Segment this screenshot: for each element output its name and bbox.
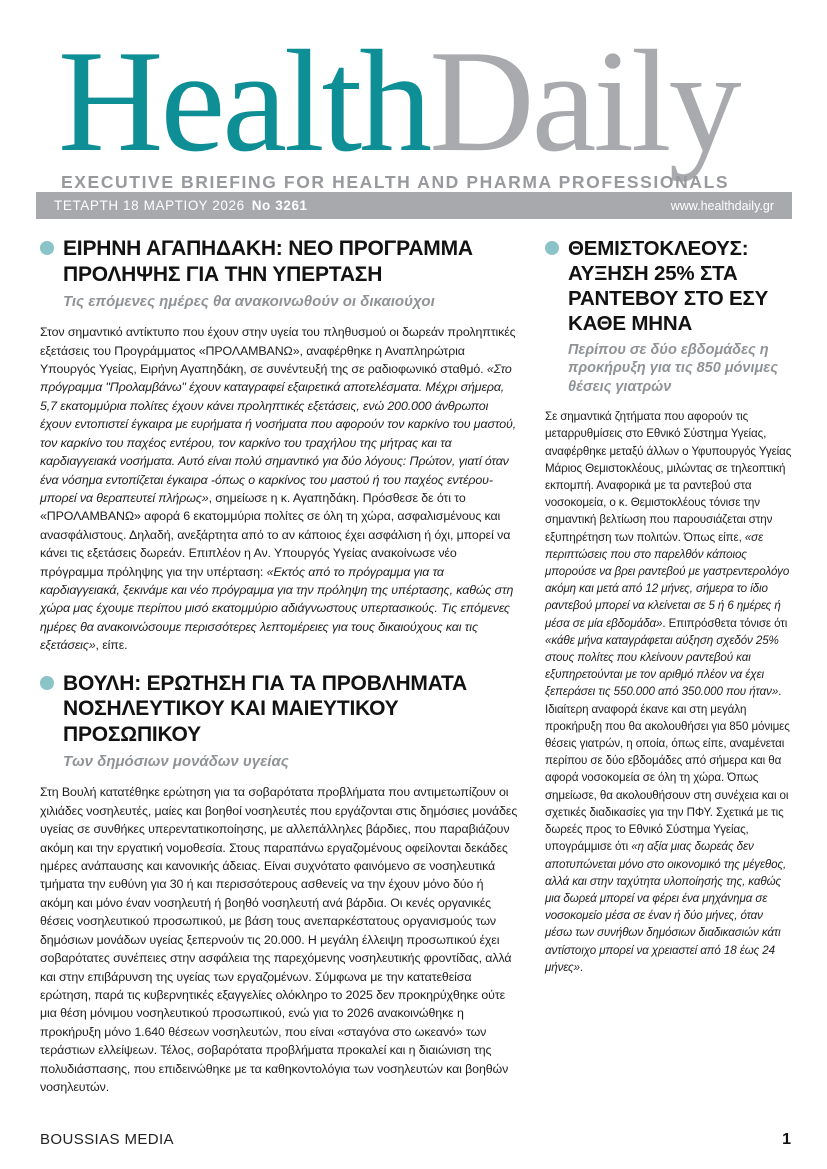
right-column	[545, 236, 792, 1096]
website-link[interactable]: www.healthdaily.gr	[670, 198, 774, 213]
bullet-icon	[40, 241, 54, 255]
issue-date-text: ΤΕΤΑΡΤΗ 18 ΜΑΡΤΙΟΥ 2026	[54, 198, 245, 213]
page-footer	[40, 1131, 791, 1149]
issue-date	[54, 198, 308, 213]
page-number: 1	[782, 1131, 791, 1148]
article-subtitle: Περίπου σε δύο εβδομάδες η προκήρυξη για τις 850 μόνιμες θέσεις γιατρών	[568, 342, 778, 395]
publisher-name: BOUSSIAS MEDIA	[40, 1131, 174, 1148]
article-themistokleous	[545, 236, 792, 976]
tagline: EXECUTIVE BRIEFING FOR HEALTH AND PHARMA PROFESSIONALS	[61, 172, 730, 192]
article-vouli	[40, 671, 519, 1097]
headline-text: ΕΙΡΗΝΗ ΑΓΑΠΗΔΑΚΗ: ΝΕΟ ΠΡΟΓΡΑΜΜΑ ΠΡΟΛΗΨΗΣ ΓΙΑ ΤΗΝ ΥΠΕΡΤΑΣΗ	[63, 237, 473, 286]
headline-text: ΒΟΥΛΗ: ΕΡΩΤΗΣΗ ΓΙΑ ΤΑ ΠΡΟΒΛΗΜΑΤΑ ΝΟΣΗΛΕΥΤΙΚΟΥ ΚΑΙ ΜΑΙΕΥΤΙΚΟΥ ΠΡΟΣΩΠΙΚΟΥ	[63, 671, 467, 746]
article-subtitle: Των δημόσιων μονάδων υγείας	[63, 753, 289, 771]
article-headline	[40, 671, 519, 748]
article-headline	[40, 236, 519, 287]
masthead	[58, 20, 790, 192]
issue-number: No 3261	[251, 198, 308, 213]
logo-health-text: Health	[58, 20, 430, 182]
article-subtitle: Τις επόμενες ημέρες θα ανακοινωθούν οι δικαιούχοι	[63, 293, 435, 311]
content-columns	[40, 236, 792, 1096]
logo-daily-text: Daily	[429, 20, 739, 182]
left-column	[40, 236, 519, 1096]
issue-bar	[36, 192, 792, 219]
article-headline	[545, 236, 792, 336]
bullet-icon	[545, 241, 559, 255]
headline-text: ΘΕΜΙΣΤΟΚΛΕΟΥΣ: ΑΥΞΗΣΗ 25% ΣΤΑ ΡΑΝΤΕΒΟΥ ΣΤΟ ΕΣΥ ΚΑΘΕ ΜΗΝΑ	[568, 237, 769, 335]
article-body: Στη Βουλή κατατέθηκε ερώτηση για τα σοβαρότατα προβλήματα που αντιμετωπίζουν οι χιλιάδες νοσηλευτές, μαίες και βοηθοί νοσηλευτές που εργάζονται στις δημόσιες μονάδες υγείας σε συνθήκες υπερεντατικοποίησης, με αλλεπάλληλες βάρδιες, που παραβιάζουν ακόμη και την εργατική νομοθεσία. Στους παραπάνω εργαζομένους οφείλονται δεκάδες ημέρες ανάπαυσης και κανονικής άδειας. Είναι συχνότατο φαινόμενο σε νοσηλευτικά τμήματα την ευθύνη για 30 ή και περισσότερους ασθενείς να την έχουν μόνο δύο ή ακόμη και μόνο έναν νοσηλευτή ή βοηθό νοσηλευτή ανά βάρδια. Οι κενές οργανικές θέσεις νοσηλευτικού προσωπικού, με βάση τους ανεπαρκέστατους οργανισμούς των δημόσιων μονάδων υγείας ξεπερνούν τις 20.000. Η μεγάλη έλλειψη προσωπικού έχει σοβαρότατες συνέπειες στην ασφάλεια της παρεχόμενης νοσηλευτικής φροντίδας, αλλά και στην επιβάρυνση της υγείας των εργαζομένων. Σύμφωνα με την κατατεθείσα ερώτηση, παρά τις κυβερνητικές εξαγγελίες ολόκληρο το 2025 δεν προκηρύχθηκε ούτε μια θέση μόνιμου νοσηλευτικού προσωπικού, ενώ για το 2026 ανακοινώθηκε η προκήρυξη μόνο 1.640 θέσεων νοσηλευτών, που είναι «σταγόνα στο ωκεανό» των τεράστιων ελλείψεων. Τέλος, σοβαρότατα προβλήματα προκαλεί και η διαιώνιση της πολυδιάσπασης, που επιδεινώθηκε με τα καθηκοντολόγια των νοσηλευτών και βοηθών νοσηλευτών.	[40, 785, 518, 1094]
article-body: Στον σημαντικό αντίκτυπο που έχουν στην υγεία του πληθυσμού οι δωρεάν προληπτικές εξετάσεις του Προγράμματος «ΠΡΟΛΑΜΒΑΝΩ», αναφέρθηκε η Αναπληρώτρια Υπουργός Υγείας, Ειρήνη Αγαπηδάκη, σε συνέντευξή της σε ραδιοφωνικό σταθμό. «Στο πρόγραμμα "Προλαμβάνω" έχουν καταγραφεί εξαιρετικά αποτελέσματα. Μέχρι σήμερα, 5,7 εκατομμύρια πολίτες έχουν κάνει προληπτικές εξετάσεις, ενώ 200.000 άνθρωποι έχουν εντοπιστεί έγκαιρα με ευρήματα ή νοσήματα που αφορούν τον καρκίνο του μαστού, τον καρκίνο του παχέος εντέρου, τον καρκίνο του τραχήλου της μήτρας και τα καρδιαγγειακά νοσήματα. Αυτό είναι πολύ σημαντικό για δύο λόγους: Πρώτον, γιατί όταν ένα νόσημα εντοπίζεται έγκαιρα -όπως ο καρκίνος του μαστού ή του παχέος εντέρου- μπορεί να θεραπευτεί πλήρως», σημείωσε η κ. Αγαπηδάκη. Πρόσθεσε δε ότι το «ΠΡΟΛΑΜΒΑΝΩ» αφορά 6 εκατομμύρια πολίτες σε όλη τη χώρα, ασφαλισμένους και ανασφάλιστους. Δηλαδή, ανεξάρτητα από το αν κάποιος έχει ασφάλιση ή όχι, μπορεί να κάνει τις εξετάσεις δωρεάν. Επιπλέον η Αν. Υπουργός Υγείας ανακοίνωσε νέο πρόγραμμα πρόληψης για την υπέρταση: «Εκτός από το πρόγραμμα για τα καρδιαγγειακά, ξεκινάμε και νέο πρόγραμμα για την πρόληψη της υπέρτασης, καθώς στη χώρα μας έχουμε περίπου μισό εκατομμύριο αδιάγνωστους υπερτασικούς. Τις επόμενες ημέρες θα ανακοινώσουμε περισσότερες λεπτομέρειες για τους δικαιούχους και τις εξετάσεις», είπε.	[40, 325, 517, 653]
bullet-icon	[40, 676, 54, 690]
article-body: Σε σημαντικά ζητήματα που αφορούν τις μεταρρυθμίσεις στο Εθνικό Σύστημα Υγείας, αναφέρθηκε μεταξύ άλλων ο Υφυπουργός Υγείας Μάριος Θεμιστοκλέους, μιλώντας σε τηλεοπτική εκπομπή. Αναφορικά με τα ραντεβού στα νοσοκομεία, ο κ. Θεμιστοκλέους τόνισε την σημαντική βελτίωση που παρουσιάζεται στην εξυπηρέτηση των πολιτών. Όπως είπε, «σε περιπτώσεις που στο παρελθόν κάποιος μπορούσε να βρει ραντεβού με γαστρεντερολόγο ακόμη και μετά από 12 μήνες, σήμερα το ίδιο ραντεβού μπορεί να κλείνεται σε 5 ή 6 ημέρες ή μέσα σε μία εβδομάδα». Επιπρόσθετα τόνισε ότι «κάθε μήνα καταγράφεται αύξηση σχεδόν 25% στους πολίτες που κλείνουν ραντεβού και εξυπηρετούνται με τον αριθμό πλέον να έχει ξεπεράσει τις 550.000 από 350.000 που ήταν». Ιδιαίτερη αναφορά έκανε και στη μεγάλη προκήρυξη που θα ακολουθήσει για 850 μόνιμες θέσεις γιατρών, η οποία, όπως είπε, αναμένεται περίπου σε δύο εβδομάδες από σήμερα και θα αφορά νοσοκομεία σε όλη τη χώρα. Όπως σημείωσε, θα ακολουθήσουν στη συνέχεια και οι σχετικές διαδικασίες για την ΠΦΥ. Σχετικά με τις δωρεές προς το Εθνικό Σύστημα Υγείας, υπογράμμισε ότι «η αξία μιας δωρεάς δεν αποτυπώνεται μόνο στο οικονομικό της μέγεθος, αλλά και στην ταχύτητα υλοποίησής της, καθώς μια δωρεά μπορεί να φέρει ένα μηχάνημα σε νοσοκομείο μέσα σε έναν ή δύο μήνες, όταν μέσω των συνήθων δημόσιων διαδικασιών κάτι αντίστοιχο μπορεί να χρειαστεί από 18 έως 24 μήνες».	[545, 410, 792, 974]
article-agapidaki	[40, 236, 519, 655]
